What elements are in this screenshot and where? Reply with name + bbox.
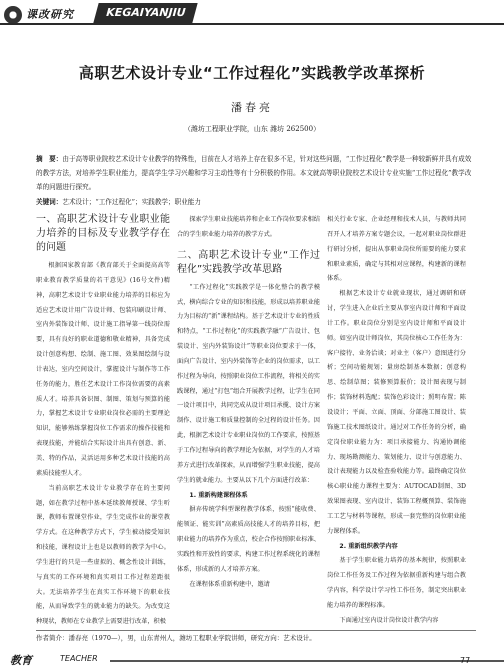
article-author: 潘春亮 bbox=[231, 101, 273, 114]
footer-teacher: TEACHER bbox=[60, 654, 98, 663]
paragraph: 摒弃传统学科型课程教学体系，按照“能收费、能领证、能实训”高素质高技能人才的培养目标，把职业能力的培养作为重点，校企合作按照职业标准、实践性和开放性的要求，构建工作过程系统化的课程体系，形成新的人才培养方案。 bbox=[177, 506, 320, 573]
paragraph: 当前高职艺术设计专业教学存在的主要问题，如在教学过程中基本延续教师授课、学生听课，教师布置课堂作业，学生完成作业的课堂教学方式。在这种教学方式下，学生被动接受知识和技能，课程设计上也是以教师的教学为中心。学生进行的只是一些虚拟的、概念性设计训练，与真实的工作环境和真实项目工作过程差距很大。无法培养学生在真实工作环境下的职业技能，从而导致学生的就业能力的缺失。为改变这种现状，教师在专业教学上需要进行改革，积极 bbox=[36, 484, 170, 626]
abstract-label: 摘 要： bbox=[36, 155, 63, 163]
column-right bbox=[327, 213, 466, 629]
keywords bbox=[36, 196, 476, 206]
header-rule bbox=[0, 23, 504, 25]
column-left bbox=[36, 213, 170, 630]
paragraph: 根据国家教育部《教育部关于全面提高高等职业教育教学质量的若干意见》(16号文件)精神，高职艺术设计专业职业能力培养的目标应为适应艺术设计用广告设计师、包装印刷设计师、室内外装饰设计师、设计施工指导第一线岗位需要，具有良好的职业道德和敬业精神，具备完成设计创意构想、绘制、施工图、效果图绘制与设计表达，室内空间设计，掌握设计与制作等工作任务的能力，胜任艺术设计工作岗位需要的高素质人才。培养具备识图、制图、策划与预算的能力，掌握艺术设计专业职业岗位必需的主要理论知识，能够熟练掌握岗位工作需求的操作技能和表现技能，并能结合实际设计出具有创意、新、美、特的作品，灵活运用多种艺术设计技能的高素质技能型人才。 bbox=[36, 262, 170, 477]
page-footer bbox=[0, 648, 504, 672]
page-number: 77 bbox=[460, 656, 471, 665]
footer-logo: 教育 bbox=[10, 654, 32, 667]
paragraph: 基于学生职业能力培养的基本规律，按照职业岗位工作任务及工作过程为依据重新构建与组合教学内容，科学设计学习性工作任务，制定突出职业能力培养的课程标准。 bbox=[327, 557, 466, 609]
column-header bbox=[0, 0, 504, 28]
column-pinyin: KEGAIYANJIU bbox=[93, 3, 198, 23]
author-affiliation: （潍坊工程职业学院，山东 潍坊 262500） bbox=[183, 125, 321, 133]
paragraph: “工作过程化”实践教学是一体化整合的教学模式，横向综合专业的知识和技能，形成以培养职业能力为目标的“新”课程结构。基于艺术设计专业的性质和特点，“工作过程化”的实践教学融“广告设计、包装设计、室内外装饰设计”等职业岗位要求于一体，面向广告设计、室内外装饰等企业的岗位需求，以工作过程为导向，按照职业岗位工作流程，将相关的实践课程，通过“打包”组合开展教学过程，让学生在同一设计项目中，共同完成从设计项目承揽、设计方案制作、设计施工和质量控制的全过程的设计任务。因此，根据艺术设计专业职业岗位的工作要求，按照基于工作过程导向的教学理论为依据，对学生的人才培养方式进行改革探索，从而增强学生职业技能，提高学生的就业能力。主要从以下几个方面进行改革： bbox=[177, 283, 320, 484]
section-heading-2: 二、高职艺术设计专业“工作过程化”实践教学改革思路 bbox=[177, 249, 320, 275]
paragraph: 下面通过室内设计岗位设计教学内容 bbox=[339, 616, 439, 624]
author-footnote: 作者简介：潘春亮（1970—），男，山东青州人，潍坊工程职业学院讲师，研究方向：艺术设计。 bbox=[36, 634, 316, 642]
footnote-rule bbox=[36, 630, 476, 631]
paragraph: 相关行业专家、企业经理和技术人员，与教师共同召开人才培养方案专题会议，一起对职业岗位群进行研讨分析，提出从事职业岗位所需要的能力要求和职业素质，确定与其相对应课程，构建新的课程体系。 bbox=[327, 216, 466, 283]
abstract-text: 由于高等职业院校艺术设计专业教学的特殊性，目前在人才培养上存在很多不足，针对这些问题，“工作过程化”教学是一种较新鲜并具有成效的教学方法，对培养学生职业能力，提高学生学习兴趣和学习主动性等有十分积极的作用。本文就高等职业院校艺术设计专业实施“工作过程化”教学改革的问题进行探究。 bbox=[36, 155, 472, 191]
column-middle bbox=[177, 213, 320, 592]
keywords-label: 关键词： bbox=[36, 198, 63, 206]
abstract bbox=[36, 152, 476, 194]
journal-logo-icon bbox=[4, 6, 22, 24]
footer-rule bbox=[110, 660, 504, 662]
paragraph: 探索学生职业技能培养和企业工作岗位要求相结合的学生职业能力培养的教学方式。 bbox=[177, 216, 320, 238]
section-heading-1: 一、高职艺术设计专业职业能力培养的目标及专业教学存在的问题 bbox=[36, 214, 170, 253]
article-title: 高职艺术设计专业“工作过程化”实践教学改革探析 bbox=[78, 64, 426, 82]
paragraph: 在课程体系重新构建中，邀请 bbox=[189, 580, 270, 588]
column-label: 课改研究 bbox=[26, 8, 74, 21]
paragraph: 根据艺术设计专业就业现状，通过调研和研讨，学生进入企业后主要从事室内设计师和平面设计工作。职业岗位分别是室内设计师和平面设计师。如室内设计师岗位，其岗位核心工作任务为：客户接待、业务洽谈；对业主（客户）意图进行分析；空间功能规划；量房绘制基本数据；创意构思、绘制草图；装修预算报价；设计图表现与制作；装饰材料选配；装饰色彩设计；照明布置；陈设设计；平面、立面、顶面、分部施工图设计、装饰施工技术图纸设计。通过对工作任务的分析，确定岗位职业能力为：项目承接能力、沟通协调能力、现场勘测能力、策划能力、设计与创意能力、设计表现能力以及检查验收能力等。最终确定岗位核心职业能力课程主要为：AUTOCAD制图、3D效果图表现、室内设计、装饰工程概预算、装饰施工工艺与材料等课程，形成一套完整的岗位职业能力课程体系。 bbox=[327, 290, 466, 535]
keywords-text: 艺术设计；“工作过程化”；实践教学；职业能力 bbox=[62, 198, 201, 206]
subsection-heading-2: 2. 重新组织教学内容 bbox=[339, 542, 398, 550]
subsection-heading-1: 1. 重新构建课程体系 bbox=[189, 491, 248, 499]
